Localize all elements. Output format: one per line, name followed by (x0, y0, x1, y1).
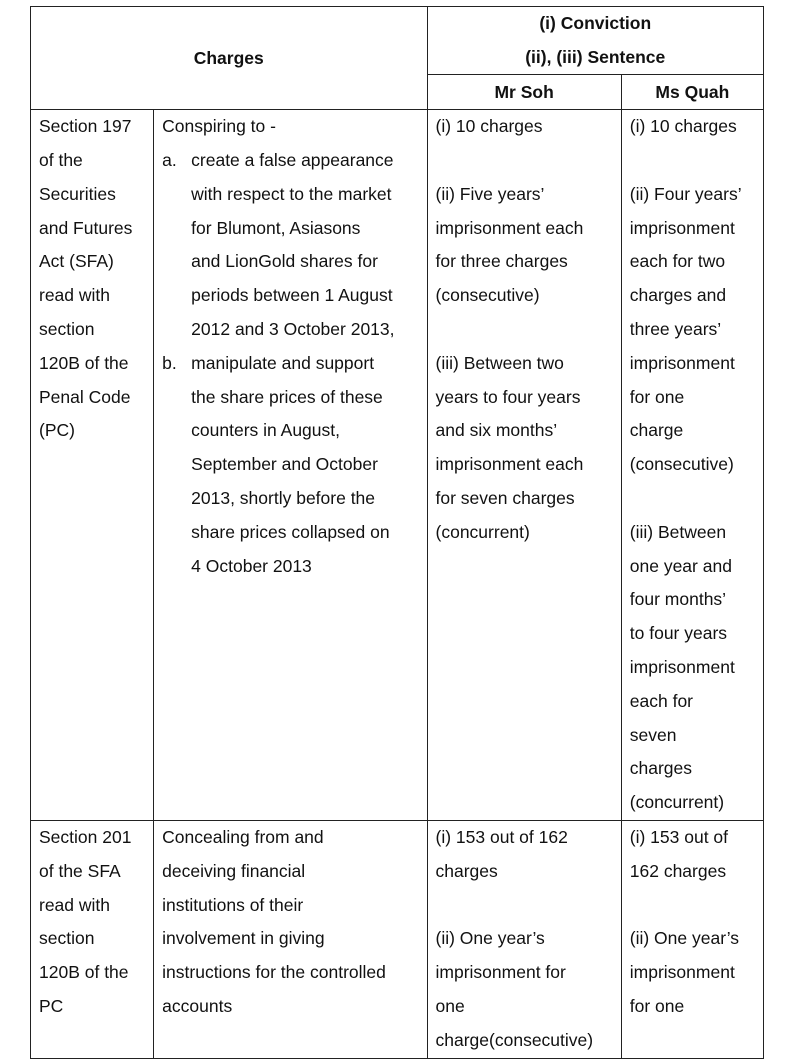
charge-line: create a false appearance (191, 149, 394, 170)
header-sentence: (ii), (iii) Sentence (525, 46, 666, 67)
header-conviction: (i) Conviction (539, 13, 652, 33)
quah-sentence-line: charges (629, 758, 693, 779)
soh-sentence-line: (iii) Between two (435, 352, 564, 373)
section-line: PC (39, 995, 64, 1016)
quah-sentence-line: (consecutive) (629, 454, 734, 475)
section-cell (31, 110, 154, 821)
charge-line: for Blumont, Asiasons (191, 217, 361, 238)
soh-conviction: (i) 10 charges (435, 116, 543, 137)
quah-conviction: (i) 10 charges (629, 116, 737, 137)
list-marker: a. (162, 149, 177, 170)
quah-sentence-line: four months’ (629, 589, 727, 610)
header-mr-soh: Mr Soh (427, 75, 621, 110)
soh-sentence-line: (concurrent) (435, 521, 530, 542)
soh-sentence-line: one (435, 995, 465, 1016)
header-row-1 (31, 7, 764, 75)
soh-sentence-line: charge(consecutive) (435, 1029, 594, 1050)
section-line: Section 197 (39, 116, 132, 137)
charge-line: periods between 1 August (191, 285, 393, 306)
quah-sentence-line: charges and (629, 285, 727, 306)
list-item (162, 144, 422, 347)
charge-line: counters in August, (191, 420, 341, 441)
header-charges: Charges (31, 7, 428, 110)
quah-sentence-line: to four years (629, 623, 728, 644)
quah-sentence-line: for one (629, 386, 685, 407)
list-item (162, 347, 422, 584)
quah-conviction: 162 charges (629, 860, 727, 881)
quah-sentence-line: imprisonment (629, 352, 735, 373)
quah-sentence-line: (ii) Four years’ (629, 183, 742, 204)
table-row (31, 110, 764, 821)
quah-sentence-line: charge (629, 420, 684, 441)
soh-sentence-line: imprisonment each (435, 217, 584, 238)
quah-sentence-line: imprisonment (629, 217, 735, 238)
section-line: 120B of the (39, 352, 129, 373)
charge-line: with respect to the market (191, 183, 392, 204)
charge-line: involvement in giving (162, 928, 325, 949)
section-line: (PC) (39, 420, 75, 441)
soh-sentence-line: for seven charges (435, 487, 575, 508)
list-marker: b. (162, 352, 177, 373)
section-line: section (39, 318, 95, 339)
charge-line: 4 October 2013 (191, 555, 312, 576)
charge-line: accounts (162, 995, 233, 1016)
section-line: read with (39, 285, 111, 306)
charge-line: share prices collapsed on (191, 521, 390, 542)
soh-sentence-line: imprisonment for (435, 962, 566, 983)
charge-line: manipulate and support (191, 352, 375, 373)
charge-description-cell (154, 110, 427, 821)
ms-quah-cell (621, 820, 763, 1058)
soh-sentence-line: years to four years (435, 386, 581, 407)
quah-sentence-line: (iii) Between (629, 521, 727, 542)
quah-sentence-line: for one (629, 995, 685, 1016)
ms-quah-cell (621, 110, 763, 821)
charges-table (30, 6, 764, 1059)
soh-conviction: (i) 153 out of 162 (435, 826, 568, 847)
soh-sentence-line: (ii) Five years’ (435, 183, 545, 204)
mr-soh-cell (427, 820, 621, 1058)
section-line: Section 201 (39, 826, 132, 847)
charge-line: 2013, shortly before the (191, 487, 376, 508)
quah-sentence-line: each for (629, 690, 693, 711)
charge-line: and LionGold shares for (191, 251, 378, 272)
charge-line: Concealing from and (162, 826, 324, 847)
section-line: Securities (39, 183, 116, 204)
header-ms-quah: Ms Quah (621, 75, 763, 110)
charge-line: deceiving financial (162, 860, 306, 881)
quah-sentence-line: imprisonment (629, 962, 735, 983)
charge-line: instructions for the controlled (162, 962, 386, 983)
soh-sentence-line: (consecutive) (435, 285, 540, 306)
quah-sentence-line: seven (629, 724, 677, 745)
section-line: Act (SFA) (39, 251, 114, 272)
soh-sentence-line: imprisonment each (435, 454, 584, 475)
section-line: and Futures (39, 217, 133, 238)
section-line: of the SFA (39, 860, 121, 881)
charge-line: 2012 and 3 October 2013, (191, 318, 395, 339)
charge-line: September and October (191, 454, 378, 475)
header-conviction-sentence (427, 7, 763, 75)
quah-conviction: (i) 153 out of (629, 826, 729, 847)
section-line: of the (39, 149, 83, 170)
charge-line: institutions of their (162, 894, 304, 915)
charge-line: the share prices of these (191, 386, 383, 407)
quah-sentence-line: (ii) One year’s (629, 928, 740, 949)
soh-sentence-line: for three charges (435, 251, 568, 272)
section-line: read with (39, 894, 111, 915)
soh-conviction: charges (435, 860, 498, 881)
soh-sentence-line: and six months’ (435, 420, 558, 441)
charge-description-cell (154, 820, 427, 1058)
soh-sentence-line: (ii) One year’s (435, 928, 545, 949)
quah-sentence-line: three years’ (629, 318, 722, 339)
quah-sentence-line: imprisonment (629, 656, 735, 677)
quah-sentence-line: each for two (629, 251, 726, 272)
mr-soh-cell (427, 110, 621, 821)
quah-sentence-line: (concurrent) (629, 792, 725, 813)
section-cell (31, 820, 154, 1058)
section-line: Penal Code (39, 386, 131, 407)
quah-sentence-line: one year and (629, 555, 732, 576)
charges-table-container (30, 6, 764, 1059)
section-line: 120B of the (39, 962, 129, 983)
charge-intro: Conspiring to - (162, 116, 276, 137)
table-row (31, 820, 764, 1058)
section-line: section (39, 928, 95, 949)
